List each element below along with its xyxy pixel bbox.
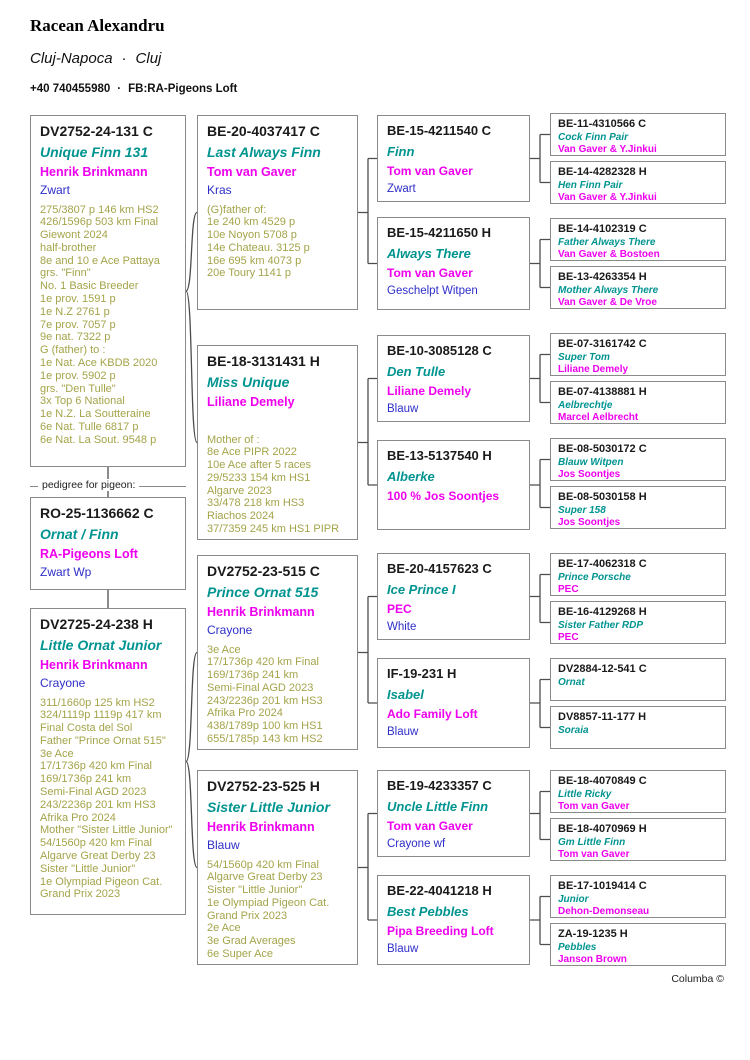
pigeon-name: Super 158 [558,505,606,516]
ring-number: BE-08-5030158 H [558,491,647,503]
pigeon-name: Ice Prince I [387,582,456,597]
achievement-line: Mother "Sister Little Junior" [40,824,173,837]
achievement-line: 3e Ace [40,747,74,760]
pedigree-box-gg14 [550,818,726,861]
breeder-name: Dehon-Demonseau [558,906,650,917]
feather-color: Zwart Wp [40,564,92,579]
achievement-line: 3e Ace [207,643,241,656]
achievement-line: Sister "Little Junior" [207,884,303,897]
ring-number: DV2752-23-515 C [207,563,320,579]
pedigree-for-pigeon-label [30,479,186,495]
achievement-line: 6e Super Ace [207,948,274,961]
ring-number: BE-07-3161742 C [558,338,647,350]
achievement-line: 17/1736p 420 km Final [40,760,152,773]
pigeon-name: Super Tom [558,352,610,363]
achievement-line: 29/5233 154 km HS1 [207,471,311,484]
contact-separator: · [117,83,122,95]
achievement-line: Semi-Final AGD 2023 [207,681,314,694]
breeder-name: Liliane Demely [558,364,629,375]
pedigree-box-gs2 [197,555,358,750]
breeder-name: Van Gaver & De Vroe [558,297,657,308]
feather-color: Kras [207,182,232,197]
achievement-line: Algarve Great Derby 23 [207,871,323,884]
breeder-name: Henrik Brinkmann [207,605,315,619]
pigeon-name: Soraia [558,725,589,736]
achievement-line: 6e Nat. Tulle 6817 p [40,421,139,434]
achievement-line: 10e Ace after 5 races [207,459,311,472]
software-credit: Columba © [671,973,724,985]
achievement-line: (G)father of: [207,203,267,216]
pigeon-name: Cock Finn Pair [558,132,629,143]
pedigree-box-gg3 [550,218,726,261]
pedigree-box-g4 [377,440,530,530]
feather-color: Blauw [387,943,419,955]
pedigree-box-gg2 [550,161,726,204]
ring-number: BE-14-4282328 H [558,166,647,178]
breeder-name: Tom van Gaver [558,849,630,860]
achievement-line: grs. "Den Tulle" [40,382,116,395]
achievement-line: 1e N.Z. La Soutteraine [40,408,151,421]
achievement-line: 1e Olympiad Pigeon Cat. [207,896,330,909]
ring-number: IF-19-231 H [387,666,457,681]
pedigree-box-g5 [377,553,530,640]
feather-color: Geschelpt Witpen [387,285,478,297]
achievement-line: Grand Prix 2023 [207,909,288,922]
ring-number: BE-20-4157623 C [387,561,492,576]
ring-number: BE-07-4138881 H [558,386,647,398]
pigeon-name: Uncle Little Finn [387,799,489,814]
pedigree-box-gg16 [550,923,726,966]
pigeon-name: Alberke [387,469,435,484]
ring-number: BE-22-4041218 H [387,883,492,898]
contact-phone: +40 740455980 [30,83,111,95]
pedigree-box-gd2 [197,770,358,965]
achievement-line: 1e Olympiad Pigeon Cat. [40,875,163,888]
achievement-line: Algarve Great Derby 23 [40,850,156,863]
breeder-name: Marcel Aelbrecht [558,412,639,423]
achievement-line: Father "Prince Ornat 515" [40,734,166,747]
feather-color [207,414,350,427]
pigeon-name: Junior [558,894,589,905]
achievement-line: Giewont 2024 [40,229,108,242]
pigeon-name: Last Always Finn [207,144,321,160]
pigeon-name: Sister Little Junior [207,799,330,815]
feather-color: Zwart [387,183,416,195]
achievement-line: 33/478 218 km HS3 [207,497,305,510]
pedigree-box-gg8 [550,486,726,529]
achievement-line: Final Costa del Sol [40,722,133,735]
pedigree-box-gg13 [550,770,726,813]
ring-number: BE-17-1019414 C [558,880,647,892]
achievement-line: Mother of : [207,433,260,446]
breeder-name: Tom van Gaver [387,819,473,833]
achievement-line: Algarve 2023 [207,484,272,497]
achievement-line: G (father) to : [40,344,106,357]
achievement-list [40,697,178,902]
achievement-line: 438/1789p 100 km HS1 [207,720,323,733]
breeder-name: Liliane Demely [387,384,472,398]
pedigree-box-g6 [377,658,530,748]
pedigree-box-dam [30,608,186,915]
achievement-line: 3e Grad Averages [207,935,296,948]
achievement-line: 1e prov. 5902 p [40,369,116,382]
ring-number: BE-08-5030172 C [558,443,647,455]
achievement-line: 16e 695 km 4073 p [207,254,302,267]
achievement-line: 7e prov. 7057 p [40,318,116,331]
breeder-name: Henrik Brinkmann [40,165,148,179]
pedigree-box-gs1 [197,115,358,310]
achievement-line: Afrika Pro 2024 [207,707,283,720]
breeder-name: PEC [558,584,579,595]
pedigree-box-g1 [377,115,530,202]
breeder-name: 100 % Jos Soontjes [387,489,500,503]
breeder-name: Pipa Breeding Loft [387,924,494,938]
ring-number: DV2752-24-131 C [40,123,153,139]
pigeon-name: Little Ricky [558,789,612,800]
achievement-line: 243/2236p 201 km HS3 [40,798,156,811]
pigeon-name: Always There [387,246,471,261]
pigeon-name: Isabel [387,687,424,702]
breeder-name: Van Gaver & Y.Jinkui [558,192,657,203]
achievement-line: Sister "Little Junior" [40,862,136,875]
pedigree-box-subject [30,497,186,590]
ring-number: BE-13-5137540 H [387,448,492,463]
breeder-name: Tom van Gaver [207,165,297,179]
pigeon-name: Den Tulle [387,364,446,379]
feather-color: Crayone [40,675,86,690]
achievement-line: 655/1785p 143 km HS2 [207,733,323,746]
pedigree-box-g7 [377,770,530,857]
achievement-list [207,204,350,281]
breeder-name: Van Gaver & Y.Jinkui [558,144,657,155]
pedigree-box-gg5 [550,333,726,376]
ring-number: BE-18-3131431 H [207,353,320,369]
achievement-line: 1e Nat. Ace KBDB 2020 [40,357,158,370]
achievement-line: 14e Chateau. 3125 p [207,241,310,254]
pedigree-box-gg11 [550,658,726,701]
achievement-line: 54/1560p 420 km Final [40,837,152,850]
ring-number: BE-15-4211540 C [387,123,492,138]
feather-color: Blauw [387,726,419,738]
breeder-name: Van Gaver & Bostoen [558,249,660,260]
ring-number: RO-25-1136662 C [40,505,154,521]
pedigree-box-gd1 [197,345,358,540]
achievement-line: Semi-Final AGD 2023 [40,786,147,799]
pedigree-box-g8 [377,875,530,965]
pigeon-name: Ornat [558,677,585,688]
achievement-line: 37/7359 245 km HS1 PIPR [207,523,340,536]
location-region: Cluj [135,50,162,67]
pigeon-name: Blauw Witpen [558,457,624,468]
pedigree-box-gg4 [550,266,726,309]
feather-color: Crayone [207,622,253,637]
pigeon-name: Hen Finn Pair [558,180,623,191]
achievement-line: Grand Prix 2023 [40,888,121,901]
breeder-name: Henrik Brinkmann [40,658,148,672]
breeder-name: Jos Soontjes [558,517,621,528]
breeder-name: Tom van Gaver [558,801,630,812]
pedigree-box-g3 [377,335,530,422]
pigeon-name: Gm Little Finn [558,837,626,848]
achievement-line: 426/1596p 503 km Final [40,216,159,229]
breeder-name: Tom van Gaver [387,164,473,178]
feather-color: Blauw [387,403,419,415]
achievement-line: 169/1736p 241 km [40,773,132,786]
breeder-name: PEC [387,602,412,616]
achievement-line: half-brother [40,241,97,254]
achievement-line: Afrika Pro 2024 [40,811,116,824]
achievement-line: 169/1736p 241 km [207,669,299,682]
achievement-line: 1e prov. 1591 p [40,293,116,306]
achievement-list [207,644,350,746]
pedigree-box-gg9 [550,553,726,596]
pigeon-name: Miss Unique [207,374,290,390]
pigeon-name: Best Pebbles [387,904,469,919]
achievement-list [207,434,350,536]
pedigree-box-g2 [377,217,530,310]
pedigree-box-gg1 [550,113,726,156]
breeder-name: Liliane Demely [207,395,295,409]
pedigree-box-gg7 [550,438,726,481]
achievement-line: 10e Noyon 5708 p [207,229,297,242]
ring-number: BE-20-4037417 C [207,123,320,139]
label-text: pedigree for pigeon: [38,479,139,491]
breeder-name: RA-Pigeons Loft [40,547,138,561]
ring-number: BE-18-4070849 C [558,775,647,787]
pigeon-name: Sister Father RDP [558,620,644,631]
achievement-line: 1e N.Z 2761 p [40,305,110,318]
ring-number: BE-15-4211650 H [387,225,492,240]
pigeon-name: Father Always There [558,237,656,248]
pigeon-name: Unique Finn 131 [40,144,149,160]
achievement-list [207,859,350,961]
pigeon-name: Prince Ornat 515 [207,584,319,600]
breeder-name: Ado Family Loft [387,707,478,721]
ring-number: BE-18-4070969 H [558,823,647,835]
achievement-line: 243/2236p 201 km HS3 [207,694,323,707]
feather-color [387,508,522,521]
pedigree-box-sire [30,115,186,467]
achievement-line: No. 1 Basic Breeder [40,280,139,293]
achievement-line: 6e Nat. La Sout. 9548 p [40,433,157,446]
ring-number: BE-19-4233357 C [387,778,492,793]
pedigree-box-gg12 [550,706,726,749]
achievement-line: 1e 240 km 4529 p [207,216,296,229]
pigeon-name: Aelbrechtje [558,400,613,411]
achievement-line: 20e Toury 1141 p [207,267,291,280]
feather-color: Blauw [207,837,240,852]
breeder-name: Janson Brown [558,954,627,965]
achievement-line: 8e and 10 e Ace Pattaya [40,254,160,267]
ring-number: BE-17-4062318 C [558,558,647,570]
breeder-name: Jos Soontjes [558,469,621,480]
ring-number: BE-11-4310566 C [558,118,647,130]
ring-number: DV2752-23-525 H [207,778,320,794]
ring-number: BE-13-4263354 H [558,271,647,283]
breeder-name: Tom van Gaver [387,266,473,280]
achievement-line: 3x Top 6 National [40,395,125,408]
pigeon-name: Little Ornat Junior [40,637,162,653]
pedigree-box-gg10 [550,601,726,644]
feather-color: Crayone wf [387,838,446,850]
contact-social: FB:RA-Pigeons Loft [128,83,238,95]
achievement-line: 324/1119p 1119p 417 km [40,709,162,722]
pigeon-name: Pebbles [558,942,597,953]
achievement-line: 275/3807 p 146 km HS2 [40,203,159,216]
ring-number: BE-10-3085128 C [387,343,492,358]
ring-number: BE-16-4129268 H [558,606,647,618]
ring-number: DV8857-11-177 H [558,711,647,723]
pedigree-box-gg6 [550,381,726,424]
pigeon-name: Finn [387,144,415,159]
location-city: Cluj-Napoca [30,50,113,67]
achievement-line: 9e nat. 7322 p [40,331,111,344]
achievement-line: Riachos 2024 [207,510,275,523]
breeder-name: Henrik Brinkmann [207,820,315,834]
achievement-list [40,204,178,447]
feather-color: White [387,621,417,633]
achievement-line: grs. "Finn" [40,267,91,280]
achievement-line: 17/1736p 420 km Final [207,656,319,669]
pedigree-box-gg15 [550,875,726,918]
owner-name: Racean Alexandru [30,16,165,35]
pigeon-name: Mother Always There [558,285,659,296]
achievement-line: 54/1560p 420 km Final [207,858,319,871]
pigeon-name: Ornat / Finn [40,526,119,542]
achievement-line: 2e Ace [207,922,241,935]
achievement-line: 8e Ace PIPR 2022 [207,446,297,459]
ring-number: DV2725-24-238 H [40,616,153,632]
ring-number: ZA-19-1235 H [558,928,628,940]
pigeon-name: Prince Porsche [558,572,631,583]
achievement-line: 311/1660p 125 km HS2 [40,696,155,709]
ring-number: BE-14-4102319 C [558,223,647,235]
ring-number: DV2884-12-541 C [558,663,647,675]
feather-color: Zwart [40,182,70,197]
breeder-name: PEC [558,632,579,643]
location-separator: · [121,50,127,67]
